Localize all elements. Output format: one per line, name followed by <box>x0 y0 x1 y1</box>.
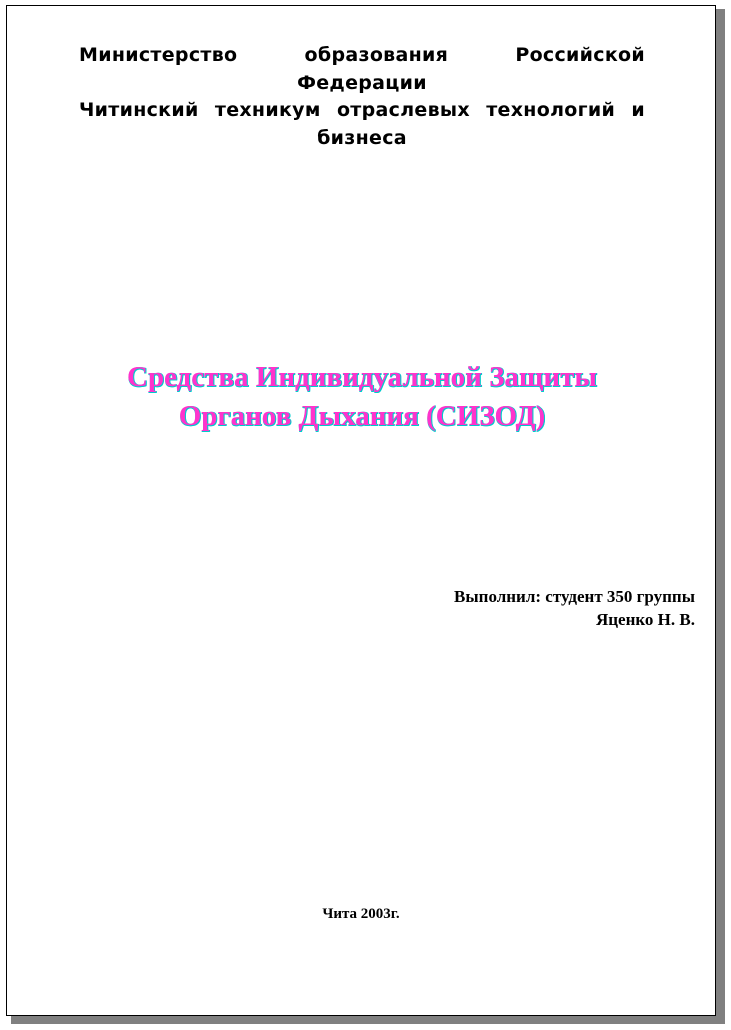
document-footer <box>7 906 715 923</box>
institution-header <box>79 42 645 152</box>
header-line-3: Читинский техникум отраслевых технологий и <box>79 99 645 122</box>
title-line-2: Органов Дыхания (СИЗОД) <box>178 399 546 432</box>
document-page <box>6 5 716 1016</box>
header-line-4: бизнеса <box>317 126 407 149</box>
author-info <box>275 586 695 632</box>
place-year: Чита 2003г. <box>322 906 400 922</box>
title-page-content <box>7 6 715 1015</box>
header-line-2: Федерации <box>297 71 427 94</box>
header-line-1: Министерство образования Российской <box>79 44 645 66</box>
author-line-1: Выполнил: студент 350 группы <box>454 587 695 606</box>
title-line-1: Средства Индивидуальной Защиты <box>127 361 597 393</box>
document-title <box>47 358 677 435</box>
author-line-2: Яценко Н. В. <box>595 609 695 629</box>
